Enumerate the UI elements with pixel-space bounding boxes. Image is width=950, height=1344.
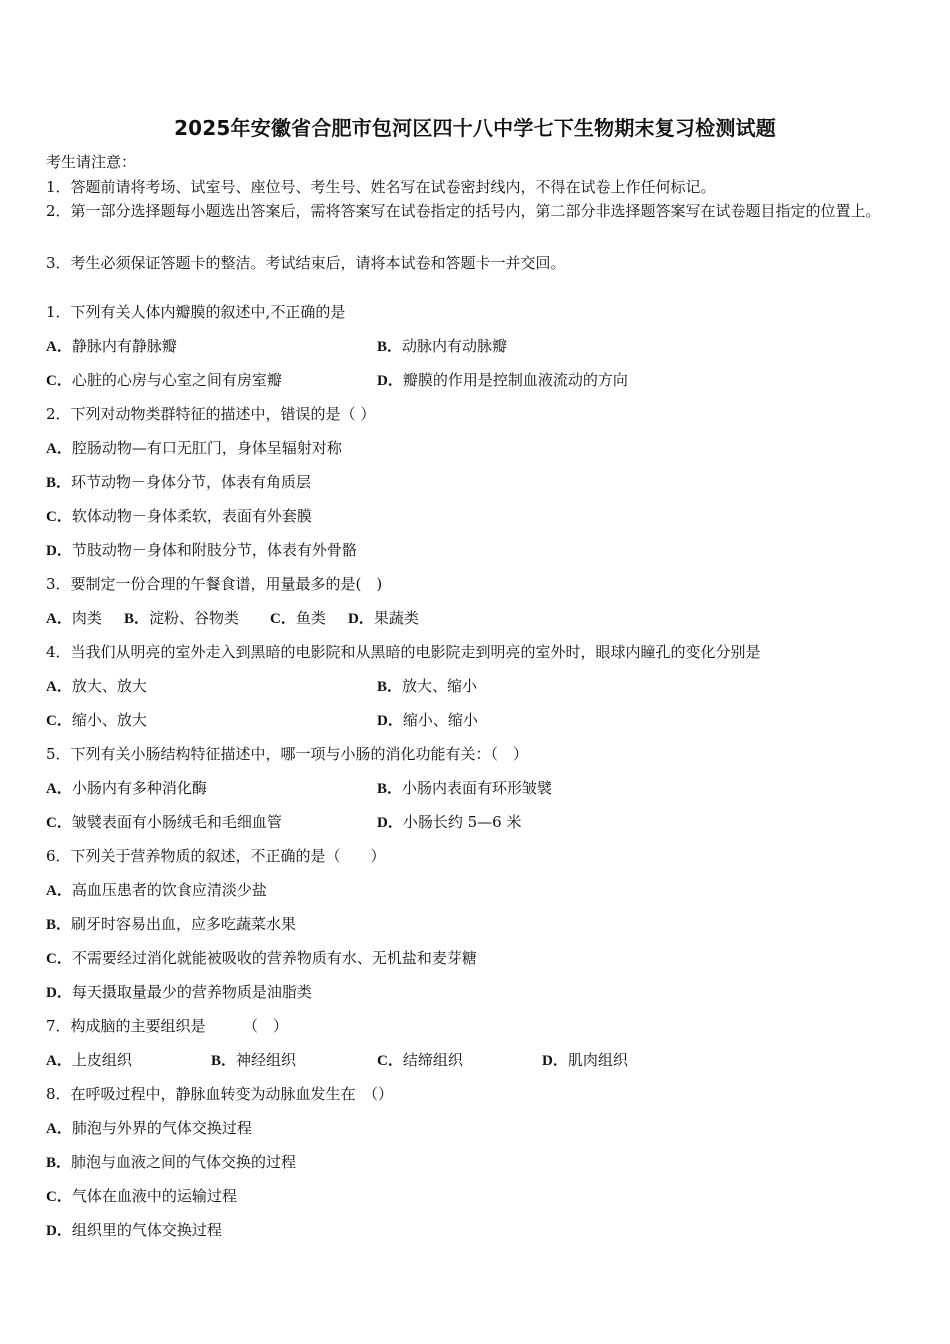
question-5-option-d[interactable]: D．小肠长约 5—6 米 bbox=[377, 813, 522, 831]
question-6-option-c[interactable]: C．不需要经过消化就能被吸收的营养物质有水、无机盐和麦芽糖 bbox=[46, 949, 477, 967]
question-2-stem: 2．下列对动物类群特征的描述中，错误的是（ ） bbox=[46, 405, 376, 423]
question-3-option-d[interactable]: D．果蔬类 bbox=[348, 609, 419, 627]
notice-item-3: 3．考生必须保证答题卡的整洁。考试结束后，请将本试卷和答题卡一并交回。 bbox=[46, 254, 566, 272]
question-5-option-a[interactable]: A．小肠内有多种消化酶 bbox=[46, 779, 207, 797]
question-3-stem: 3．要制定一份合理的午餐食谱，用量最多的是( ) bbox=[46, 575, 383, 593]
question-4-stem: 4．当我们从明亮的室外走入到黑暗的电影院和从黑暗的电影院走到明亮的室外时，眼球内瞳孔的变化分别是 bbox=[46, 643, 761, 661]
page-title: 2025年安徽省合肥市包河区四十八中学七下生物期末复习检测试题 bbox=[174, 116, 776, 140]
question-2-option-c[interactable]: C．软体动物－身体柔软，表面有外套膜 bbox=[46, 507, 312, 525]
question-6-stem: 6．下列关于营养物质的叙述，不正确的是（ ） bbox=[46, 847, 386, 865]
question-1-option-b[interactable]: B．动脉内有动脉瓣 bbox=[377, 337, 508, 355]
question-7-option-d[interactable]: D．肌肉组织 bbox=[542, 1051, 628, 1069]
notice-item-1: 1．答题前请将考场、试室号、座位号、考生号、姓名写在试卷密封线内，不得在试卷上作任何标记。 bbox=[46, 178, 716, 196]
question-1-stem: 1．下列有关人体内瓣膜的叙述中,不正确的是 bbox=[46, 303, 346, 321]
question-7-option-a[interactable]: A．上皮组织 bbox=[46, 1051, 132, 1069]
notice-heading: 考生请注意： bbox=[46, 153, 137, 171]
question-1-option-c[interactable]: C．心脏的心房与心室之间有房室瓣 bbox=[46, 371, 282, 389]
question-8-option-c[interactable]: C．气体在血液中的运输过程 bbox=[46, 1187, 237, 1205]
question-4-option-d[interactable]: D．缩小、缩小 bbox=[377, 711, 478, 729]
question-8-option-a[interactable]: A．肺泡与外界的气体交换过程 bbox=[46, 1119, 252, 1137]
question-8-option-b[interactable]: B．肺泡与血液之间的气体交换的过程 bbox=[46, 1153, 297, 1171]
question-3-option-b[interactable]: B．淀粉、谷物类 bbox=[124, 609, 240, 627]
question-1-option-a[interactable]: A．静脉内有静脉瓣 bbox=[46, 337, 177, 355]
question-4-option-b[interactable]: B．放大、缩小 bbox=[377, 677, 478, 695]
question-2-option-b[interactable]: B．环节动物－身体分节，体表有角质层 bbox=[46, 473, 312, 491]
question-8-stem: 8．在呼吸过程中，静脉血转变为动脉血发生在 （） bbox=[46, 1085, 394, 1103]
notice-item-2-text: 2．第一部分选择题每小题选出答案后，需将答案写在试卷指定的括号内，第二部分非选择题答案写在试卷题目指定的位置上。 bbox=[46, 202, 881, 220]
question-4-option-c[interactable]: C．缩小、放大 bbox=[46, 711, 147, 729]
question-3-option-a[interactable]: A．肉类 bbox=[46, 609, 102, 627]
question-7-option-c[interactable]: C．结缔组织 bbox=[377, 1051, 463, 1069]
question-7-option-b[interactable]: B．神经组织 bbox=[211, 1051, 297, 1069]
question-6-option-d[interactable]: D．每天摄取量最少的营养物质是油脂类 bbox=[46, 983, 312, 1001]
question-6-option-a[interactable]: A．高血压患者的饮食应清淡少盐 bbox=[46, 881, 267, 899]
question-2-option-d[interactable]: D．节肢动物－身体和附肢分节，体表有外骨骼 bbox=[46, 541, 357, 559]
question-4-option-a[interactable]: A．放大、放大 bbox=[46, 677, 147, 695]
question-6-option-b[interactable]: B．刷牙时容易出血，应多吃蔬菜水果 bbox=[46, 915, 297, 933]
question-7-stem: 7．构成脑的主要组织是 （ ） bbox=[46, 1017, 289, 1035]
question-8-option-d[interactable]: D．组织里的气体交换过程 bbox=[46, 1221, 222, 1239]
notice-item-2 bbox=[46, 199, 904, 223]
question-2-option-a[interactable]: A．腔肠动物—有口无肛门，身体呈辐射对称 bbox=[46, 439, 342, 457]
question-1-option-d[interactable]: D．瓣膜的作用是控制血液流动的方向 bbox=[377, 371, 628, 389]
question-5-stem: 5．下列有关小肠结构特征描述中，哪一项与小肠的消化功能有关：（ ） bbox=[46, 745, 529, 763]
question-3-option-c[interactable]: C．鱼类 bbox=[270, 609, 326, 627]
question-5-option-c[interactable]: C．皱襞表面有小肠绒毛和毛细血管 bbox=[46, 813, 282, 831]
question-5-option-b[interactable]: B．小肠内表面有环形皱襞 bbox=[377, 779, 553, 797]
